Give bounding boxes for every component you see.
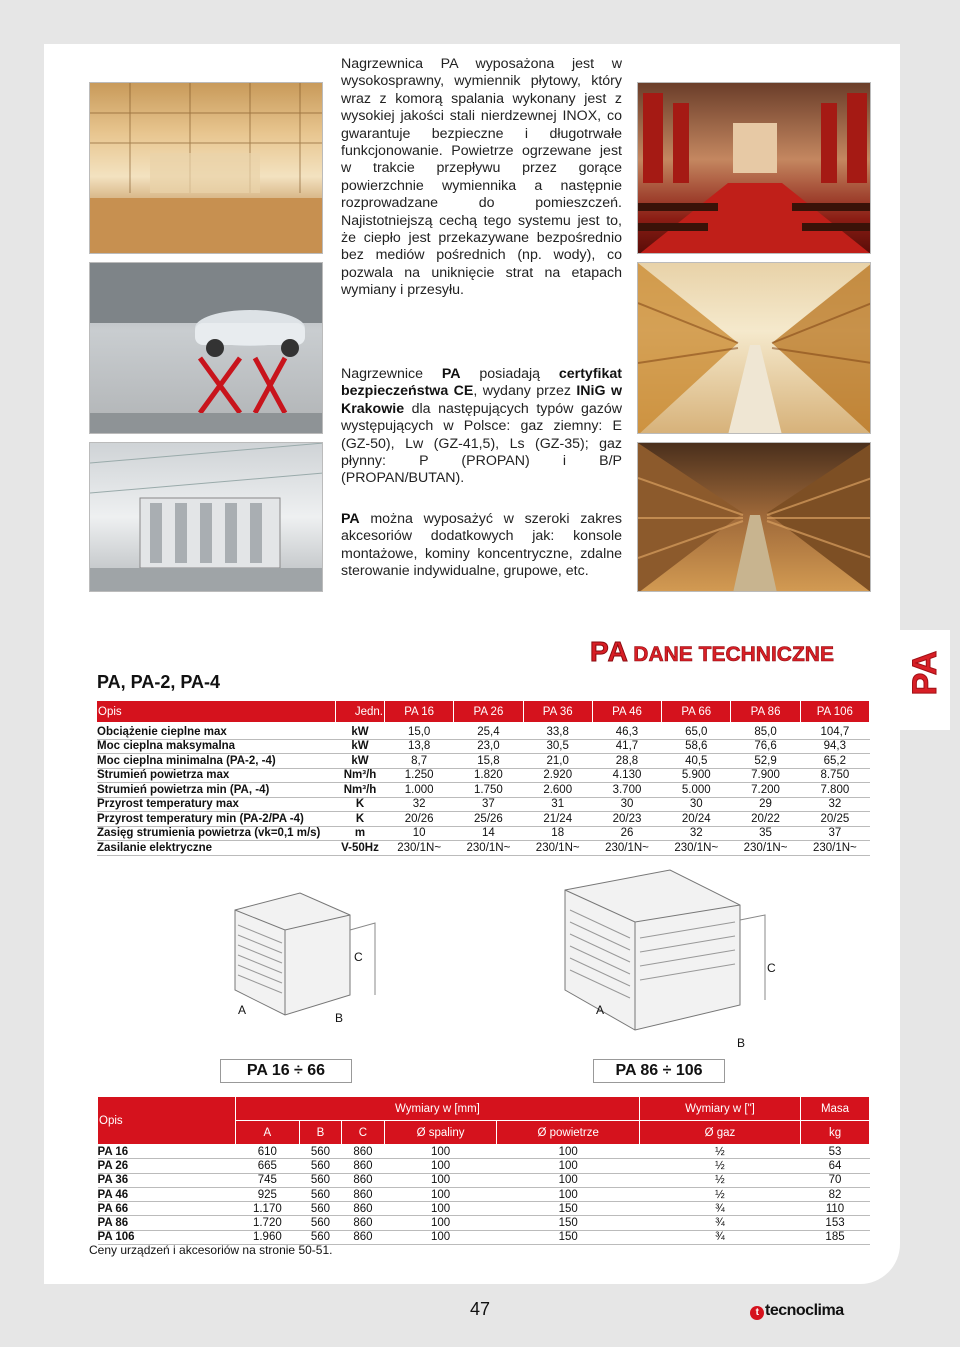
- dims-cell: 860: [342, 1216, 384, 1230]
- caption-pa86-106: PA 86 ÷ 106: [593, 1059, 725, 1083]
- tech-cell: 25,4: [454, 725, 523, 739]
- tech-cell: 2.600: [523, 783, 592, 798]
- tech-cell: 15,0: [385, 725, 454, 739]
- tech-cell: 32: [385, 797, 454, 812]
- tech-row: [97, 725, 870, 739]
- photo-sports-hall: [89, 82, 323, 254]
- tech-cell: Zasięg strumienia powietrza (vk=0,1 m/s): [97, 826, 336, 841]
- dims-cell: 560: [299, 1173, 341, 1187]
- tech-cell: 230/1N~: [662, 841, 731, 856]
- tech-cell: 32: [662, 826, 731, 841]
- brand-logo: t tecnoclima: [750, 1302, 844, 1320]
- tech-cell: 65,2: [800, 754, 869, 769]
- tech-header-7: PA 86: [731, 701, 800, 722]
- dims-cell: 560: [299, 1145, 341, 1159]
- tech-cell: 7.800: [800, 783, 869, 798]
- dims-cell: 665: [236, 1159, 300, 1173]
- dim-label-c-left: C: [354, 950, 363, 964]
- tech-cell: 230/1N~: [731, 841, 800, 856]
- dims-header-mm: Wymiary w [mm]: [236, 1097, 640, 1121]
- tech-cell: 52,9: [731, 754, 800, 769]
- dims-cell: 1.720: [236, 1216, 300, 1230]
- dims-cell: 153: [801, 1216, 870, 1230]
- tech-cell: 4.130: [592, 768, 661, 783]
- tech-cell: 7.200: [731, 783, 800, 798]
- tech-cell: 1.000: [385, 783, 454, 798]
- dims-row: [98, 1187, 870, 1201]
- tech-cell: 30: [592, 797, 661, 812]
- tech-cell: Moc cieplna maksymalna: [97, 739, 336, 754]
- tech-cell: 1.750: [454, 783, 523, 798]
- dims-cell: ¾: [639, 1230, 800, 1244]
- dims-row: [98, 1159, 870, 1173]
- tech-cell: Nm³/h: [336, 783, 385, 798]
- dimensions-table: [97, 1096, 870, 1245]
- tech-row: [97, 826, 870, 841]
- dims-cell: 100: [384, 1216, 497, 1230]
- tech-cell: 5.900: [662, 768, 731, 783]
- dims-cell: PA 66: [98, 1202, 236, 1216]
- tech-cell: 25/26: [454, 812, 523, 827]
- tech-header-5: PA 46: [592, 701, 661, 722]
- tech-cell: 30,5: [523, 739, 592, 754]
- tech-row: [97, 812, 870, 827]
- dims-row: [98, 1216, 870, 1230]
- tech-row: [97, 783, 870, 798]
- tech-row: [97, 841, 870, 856]
- dims-cell: 82: [801, 1187, 870, 1201]
- dims-cell: 560: [299, 1159, 341, 1173]
- dims-cell: 745: [236, 1173, 300, 1187]
- dims-cell: ½: [639, 1159, 800, 1173]
- dims-cell: 100: [384, 1173, 497, 1187]
- dims-cell: 150: [497, 1216, 639, 1230]
- tech-header-6: PA 66: [662, 701, 731, 722]
- tech-cell: 1.820: [454, 768, 523, 783]
- tech-cell: 104,7: [800, 725, 869, 739]
- tech-cell: 37: [454, 797, 523, 812]
- dims-cell: 100: [384, 1187, 497, 1201]
- dims-cell: PA 106: [98, 1230, 236, 1244]
- tech-header-3: PA 26: [454, 701, 523, 722]
- tech-cell: K: [336, 797, 385, 812]
- unit-diagram-large: [530, 860, 780, 1040]
- section-header: PA DANE TECHNICZNE: [590, 636, 834, 667]
- dims-cell: 560: [299, 1216, 341, 1230]
- tech-cell: 21/24: [523, 812, 592, 827]
- tech-cell: 85,0: [731, 725, 800, 739]
- dims-cell: 110: [801, 1202, 870, 1216]
- tech-row: [97, 768, 870, 783]
- dims-cell: ¾: [639, 1216, 800, 1230]
- tech-cell: 58,6: [662, 739, 731, 754]
- tech-cell: Strumień powietrza max: [97, 768, 336, 783]
- tech-row: [97, 739, 870, 754]
- model-title: PA, PA-2, PA-4: [97, 672, 221, 692]
- tech-cell: 35: [731, 826, 800, 841]
- tech-header-1: Jedn.: [336, 701, 385, 722]
- tech-cell: 230/1N~: [523, 841, 592, 856]
- tech-cell: 26: [592, 826, 661, 841]
- dims-subheader-4: Ø powietrze: [497, 1121, 639, 1145]
- intro-paragraph-1: Nagrzewnica PA wyposażona jest w wysokosprawny, wymiennik płytowy, który wraz z komorą spalania wykonany jest z wysokiej jakości stali nierdzewnej INOX, co gwarantuje bezpieczne i długotrwałe funkcjonowanie. Powietrze ogrzewane jest w trakcie przepływu przez gorące powierzchnie wymiennika a następnie rozprowadzane do pomieszczeń. Najistotniejszą cechą tego systemu jest to, że ciepło jest przekazywane bezpośrednio bez mediów pośrednich (np. wody), co pozwala na uniknięcie strat na etapach wymiany i przesyłu.: [341, 56, 622, 299]
- dims-cell: PA 36: [98, 1173, 236, 1187]
- tech-cell: 8,7: [385, 754, 454, 769]
- price-note: Ceny urządzeń i akcesoriów na stronie 50-51.: [89, 1243, 333, 1257]
- tech-cell: 7.900: [731, 768, 800, 783]
- tech-cell: 33,8: [523, 725, 592, 739]
- tech-cell: 20/22: [731, 812, 800, 827]
- dims-subheader-1: B: [299, 1121, 341, 1145]
- intro-paragraph-3: PA można wyposażyć w szeroki zakres akcesoriów dodatkowych jak: konsole montażowe, kominy koncentryczne, zdalne sterowanie indywidualne, grupowe, etc.: [341, 511, 622, 580]
- dims-cell: 185: [801, 1230, 870, 1244]
- tech-cell: 76,6: [731, 739, 800, 754]
- dims-cell: 100: [384, 1230, 497, 1244]
- dims-cell: 610: [236, 1145, 300, 1159]
- dims-cell: 560: [299, 1202, 341, 1216]
- dims-cell: 100: [497, 1187, 639, 1201]
- tech-row: [97, 797, 870, 812]
- tech-cell: kW: [336, 739, 385, 754]
- photo-warehouse: [637, 442, 871, 592]
- tech-header-2: PA 16: [385, 701, 454, 722]
- tech-cell: Nm³/h: [336, 768, 385, 783]
- tech-cell: 65,0: [662, 725, 731, 739]
- tech-cell: 13,8: [385, 739, 454, 754]
- dims-subheader-5: Ø gaz: [639, 1121, 800, 1145]
- tech-cell: m: [336, 826, 385, 841]
- dims-cell: ½: [639, 1145, 800, 1159]
- caption-pa16-66: PA 16 ÷ 66: [220, 1059, 352, 1083]
- dims-header-opis: Opis: [98, 1097, 236, 1145]
- tech-cell: kW: [336, 725, 385, 739]
- tech-cell: 23,0: [454, 739, 523, 754]
- dims-cell: 1.170: [236, 1202, 300, 1216]
- tech-cell: 15,8: [454, 754, 523, 769]
- tech-cell: 31: [523, 797, 592, 812]
- dims-cell: 100: [384, 1202, 497, 1216]
- dim-label-b-left: B: [335, 1011, 344, 1025]
- tech-header-8: PA 106: [800, 701, 869, 722]
- photo-printing-hall: [89, 442, 323, 592]
- dims-row: [98, 1202, 870, 1216]
- tech-cell: 46,3: [592, 725, 661, 739]
- dims-row: [98, 1173, 870, 1187]
- tech-cell: 28,8: [592, 754, 661, 769]
- dims-cell: PA 46: [98, 1187, 236, 1201]
- dims-cell: 925: [236, 1187, 300, 1201]
- intro-paragraph-2: Nagrzewnice PA posiadają certyfikat bezpieczeństwa CE, wydany przez INiG w Krakowie dla następujących typów gazów występujących w Polsce: gaz ziemny: E (GZ-50), Lw (GZ-41,5), Ls (GZ-35); gaz płynny: P (PROPAN) i B/P (PROPAN/BUTAN).: [341, 366, 622, 487]
- dims-subheader-3: Ø spaliny: [384, 1121, 497, 1145]
- dims-cell: PA 16: [98, 1145, 236, 1159]
- dims-cell: 100: [497, 1173, 639, 1187]
- tech-cell: 41,7: [592, 739, 661, 754]
- tech-cell: 14: [454, 826, 523, 841]
- tech-cell: K: [336, 812, 385, 827]
- photo-supermarket: [637, 262, 871, 434]
- dims-cell: 1.960: [236, 1230, 300, 1244]
- tech-cell: 20/24: [662, 812, 731, 827]
- tech-cell: Strumień powietrza min (PA, -4): [97, 783, 336, 798]
- dims-cell: 100: [384, 1159, 497, 1173]
- logo-mark-icon: t: [750, 1306, 764, 1320]
- tech-header-0: Opis: [97, 701, 336, 722]
- dims-cell: 560: [299, 1187, 341, 1201]
- tech-cell: 230/1N~: [454, 841, 523, 856]
- dims-cell: ½: [639, 1173, 800, 1187]
- tech-cell: Moc cieplna minimalna (PA-2, -4): [97, 754, 336, 769]
- tech-cell: 94,3: [800, 739, 869, 754]
- tech-cell: 21,0: [523, 754, 592, 769]
- tech-cell: 29: [731, 797, 800, 812]
- dims-cell: 150: [497, 1230, 639, 1244]
- side-tab: PA: [900, 630, 950, 730]
- tech-cell: 30: [662, 797, 731, 812]
- tech-cell: 1.250: [385, 768, 454, 783]
- tech-cell: 20/23: [592, 812, 661, 827]
- tech-cell: Zasilanie elektryczne: [97, 841, 336, 856]
- dims-cell: 860: [342, 1159, 384, 1173]
- tech-cell: 20/26: [385, 812, 454, 827]
- tech-cell: 2.920: [523, 768, 592, 783]
- tech-cell: kW: [336, 754, 385, 769]
- tech-cell: 3.700: [592, 783, 661, 798]
- tech-row: [97, 754, 870, 769]
- dims-subheader-2: C: [342, 1121, 384, 1145]
- dims-cell: 860: [342, 1202, 384, 1216]
- tech-cell: Przyrost temperatury min (PA-2/PA -4): [97, 812, 336, 827]
- dims-header-inch: Wymiary w ["]: [639, 1097, 800, 1121]
- dims-header-masa: Masa: [801, 1097, 870, 1121]
- dims-cell: ½: [639, 1187, 800, 1201]
- dims-cell: ¾: [639, 1202, 800, 1216]
- dims-cell: 70: [801, 1173, 870, 1187]
- dims-cell: 100: [497, 1159, 639, 1173]
- tech-cell: 20/25: [800, 812, 869, 827]
- technical-data-table: [97, 701, 870, 856]
- dims-cell: 860: [342, 1173, 384, 1187]
- dim-label-c-right: C: [767, 961, 776, 975]
- page-number: 47: [470, 1299, 491, 1319]
- tech-cell: 32: [800, 797, 869, 812]
- dims-cell: 860: [342, 1145, 384, 1159]
- dims-cell: PA 86: [98, 1216, 236, 1230]
- dims-cell: 150: [497, 1202, 639, 1216]
- dim-label-a-right: A: [596, 1003, 605, 1017]
- photo-church: [637, 82, 871, 254]
- dims-cell: PA 26: [98, 1159, 236, 1173]
- tech-cell: Przyrost temperatury max: [97, 797, 336, 812]
- dims-subheader-0: A: [236, 1121, 300, 1145]
- dim-label-a-left: A: [238, 1003, 247, 1017]
- tech-cell: 8.750: [800, 768, 869, 783]
- dims-cell: 860: [342, 1230, 384, 1244]
- tech-cell: 230/1N~: [592, 841, 661, 856]
- tech-cell: 230/1N~: [385, 841, 454, 856]
- dims-row: [98, 1145, 870, 1159]
- tech-cell: 40,5: [662, 754, 731, 769]
- tech-header-4: PA 36: [523, 701, 592, 722]
- dim-label-b-right: B: [737, 1036, 746, 1050]
- dims-subheader-6: kg: [801, 1121, 870, 1145]
- tech-cell: Obciążenie cieplne max: [97, 725, 336, 739]
- dims-cell: 100: [384, 1145, 497, 1159]
- dims-cell: 560: [299, 1230, 341, 1244]
- dims-cell: 53: [801, 1145, 870, 1159]
- dims-cell: 64: [801, 1159, 870, 1173]
- dims-cell: 100: [497, 1145, 639, 1159]
- tech-cell: 10: [385, 826, 454, 841]
- tech-cell: 37: [800, 826, 869, 841]
- tech-cell: 18: [523, 826, 592, 841]
- dims-cell: 860: [342, 1187, 384, 1201]
- tech-cell: V-50Hz: [336, 841, 385, 856]
- unit-diagram-small: [210, 885, 390, 1035]
- tech-cell: 5.000: [662, 783, 731, 798]
- photo-car-service: [89, 262, 323, 434]
- tech-cell: 230/1N~: [800, 841, 869, 856]
